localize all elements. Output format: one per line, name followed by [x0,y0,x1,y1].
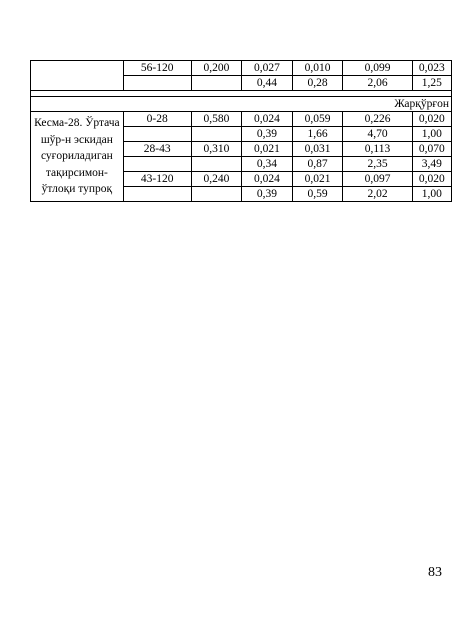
section-label: Кесма-28. Ўртача шўр-н эскидан суғориладиган тақирсимон-ўтлоқи тупроқ [31,112,124,202]
table-cell: 0,027 [242,61,293,76]
table-cell: 4,70 [343,127,412,142]
depth-cell: 28-43 [123,142,191,157]
table-cell: 0,59 [292,187,343,202]
table-cell: 1,25 [412,76,451,91]
depth-cell: 43-120 [123,172,191,187]
table-cell: 0,580 [191,112,242,127]
table-cell: 0,113 [343,142,412,157]
table-cell: 1,00 [412,187,451,202]
table-cell: 0,87 [292,157,343,172]
table-row [31,61,452,76]
table-cell: 0,070 [412,142,451,157]
section-title: Жарқўрғон [31,97,452,112]
empty-label-cell [31,61,124,91]
table-cell: 0,021 [292,172,343,187]
table-cell: 0,097 [343,172,412,187]
depth-cell [123,157,191,172]
table-cell: 1,66 [292,127,343,142]
depth-cell [123,127,191,142]
table-cell: 0,28 [292,76,343,91]
table-cell: 0,34 [242,157,293,172]
table-cell: 0,39 [242,127,293,142]
table-cell: 0,020 [412,112,451,127]
table-cell: 0,023 [412,61,451,76]
table-cell: 2,02 [343,187,412,202]
table-cell: 0,031 [292,142,343,157]
table-cell: 0,44 [242,76,293,91]
table-cell: 0,021 [242,142,293,157]
table-cell: 0,310 [191,142,242,157]
table-cell: 0,024 [242,172,293,187]
table-cell [191,157,242,172]
table-cell: 2,35 [343,157,412,172]
table-cell: 0,200 [191,61,242,76]
table-cell: 3,49 [412,157,451,172]
salinity-table [30,60,452,202]
depth-cell [123,187,191,202]
table-row [31,112,452,127]
table-cell [191,76,242,91]
depth-cell: 56-120 [123,61,191,76]
section-header-row [31,97,452,112]
table-cell: 0,024 [242,112,293,127]
table-cell [191,187,242,202]
table-cell: 0,020 [412,172,451,187]
table-cell: 0,010 [292,61,343,76]
table-cell: 2,06 [343,76,412,91]
depth-cell [123,76,191,91]
table-cell: 1,00 [412,127,451,142]
table-cell: 0,059 [292,112,343,127]
depth-cell: 0-28 [123,112,191,127]
table-cell: 0,099 [343,61,412,76]
table-cell: 0,39 [242,187,293,202]
table-cell: 0,226 [343,112,412,127]
table-cell [191,127,242,142]
table-cell: 0,240 [191,172,242,187]
page-number: 83 [428,565,442,580]
